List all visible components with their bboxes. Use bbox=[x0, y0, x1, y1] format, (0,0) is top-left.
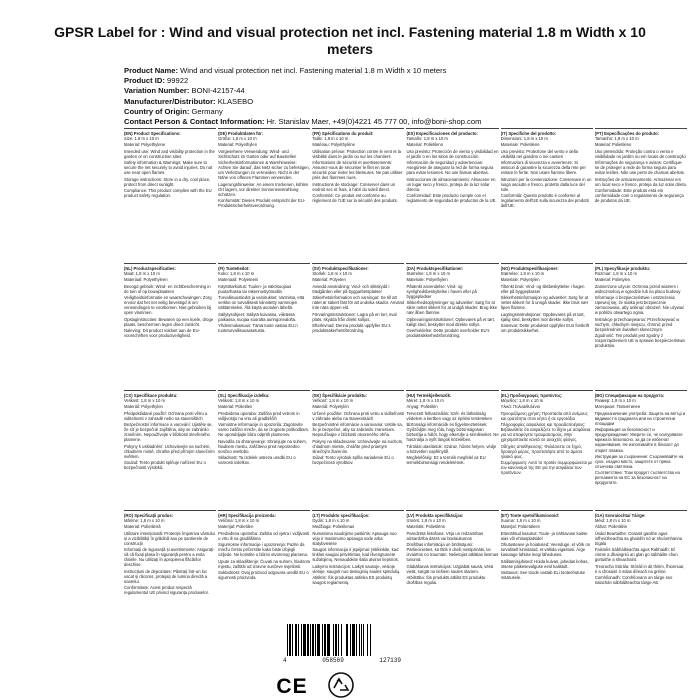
spec-line: Υλικό: Πολυαιθυλένιο bbox=[500, 404, 541, 410]
spec-line: Materiale: Polietilene bbox=[500, 142, 540, 148]
spec-line: Uso previsto: Protección de viento y visibilidad en el jardín o en los sitios de construcción bbox=[406, 148, 499, 159]
spec-cell bbox=[312, 510, 404, 623]
spec-line: Conformidade: Este produto está em conformidade com o regulamento de segurança de produtos da UE. bbox=[594, 187, 684, 204]
spec-line: Informations de sécurité et avertissements: Assurez-vous de sécuriser le filet en toute sécurité pour éviter les blessures. Ne pas utiliser près des flammes nues. bbox=[312, 160, 403, 181]
info-variation-number: Variation Number: BONI-42157-44 bbox=[124, 86, 245, 96]
spec-line: Tamaño: 1,8 m x 10 m bbox=[406, 136, 448, 142]
product-info bbox=[124, 66, 664, 127]
spec-line: Materiale: Polyethylen bbox=[406, 277, 448, 283]
spec-line: Storage instructions: Store in a dry, cool place, protect from direct sunlight. bbox=[124, 176, 211, 187]
info-product-name: Product Name: Wind and visual protection net incl. Fastening material 1.8 m Width x 10 meters bbox=[124, 66, 447, 75]
spec-line: Skladnost: Ta izdelek ustreza uredbi EU o varnosti izdelkov. bbox=[218, 454, 296, 466]
spec-cell bbox=[218, 390, 310, 508]
spec-cell bbox=[501, 510, 593, 623]
spec-line: Tamanho: 1,8 m x 10 m bbox=[594, 136, 639, 142]
spec-line: Biztonsági információk és figyelmeztetések: Győződjön meg róla, hogy biztonságosan biztosítja a hálót, hogy elkerülje a sérüléseket. Ne használja a nyílt lángok közelében. bbox=[406, 422, 499, 443]
spec-cell-header: (SL) Specifikacije izdelka: bbox=[218, 393, 270, 398]
spec-line: Størrelse: 1,8 m x 10 m bbox=[406, 271, 450, 277]
spec-cell bbox=[218, 510, 310, 623]
spec-line: Matériau: Polyéthylène bbox=[312, 142, 355, 148]
spec-line: Tárolási utasítások: Száraz, hűvös helyen, védje a közvetlen napfénytől. bbox=[406, 443, 497, 454]
spec-line: Určené použitie: Ochrana proti vetru a viditeľnosti v záhrade alebo na staveniskách bbox=[312, 410, 405, 421]
spec-line: Conformitate: Acest produs respectă regulamentul UE privind siguranța produselor. bbox=[124, 585, 209, 596]
spec-line: Veiligheidsinformatie en waarschuwingen: Zorg ervoor dat het net veilig bevestigd is om verwondingen te voorkomen. Niet gebruiken bij open vlammen. bbox=[124, 295, 212, 316]
spec-line: Storlek: 1,8 m x 10 m bbox=[312, 271, 352, 277]
recycling-icon bbox=[325, 670, 357, 700]
spec-row bbox=[124, 263, 687, 383]
spec-line: Инструкции за съхранение: Съхранявайте на сухо, хладно място, защитете от пряка слънчева светлина. bbox=[594, 453, 684, 469]
spec-line: Veľkosť: 1,8 m x 10 m bbox=[312, 398, 354, 404]
spec-cell bbox=[501, 390, 593, 508]
spec-cell-header: (HU) Termékjellemzők: bbox=[406, 393, 452, 398]
info-contact: Contact Person & Contact Information: Hr. Stanislav Maer, +49(0)4221 45 777 00, info@boni-shop.com bbox=[124, 117, 482, 127]
barcode bbox=[283, 624, 401, 670]
spec-line: Instructions de stockage: Conserver dans un endroit sec et frais, à l'abri du soleil direct. bbox=[312, 181, 396, 192]
spec-cell-header: (SK) Špecifikácie produktu: bbox=[312, 393, 368, 398]
spec-line: Säkerhetsinformation och varningar: Se till att nätet är säkert fäst för att undvika skador. Använd inte nära öppen eld. bbox=[312, 295, 405, 311]
spec-line: Medžiaga: Polietilenas bbox=[312, 524, 355, 530]
spec-line: Påtænkt anvendelse: Vind- og synlighedsbeskyttelse i haven eller på byggepladser bbox=[406, 283, 477, 299]
spec-line: Materiaal: Polyethyleen bbox=[124, 277, 168, 283]
spec-line: Opslaginstructies: Bewaren op een koele, droge plaats, beschermen tegen direct zonlicht. bbox=[124, 316, 214, 327]
spec-line: Safety information & Warnings: Make sure to secure the net securely to avoid injuries. Do not use near open flames. bbox=[124, 160, 213, 176]
spec-cell bbox=[312, 128, 404, 258]
spec-cell bbox=[312, 263, 404, 386]
spec-line: Predvidena uporaba: Zaščita pred vetrom in vidljivostjo na vrtu ali gradbiščih bbox=[218, 410, 300, 421]
spec-line: Turvallisuustiedot ja varoitukset: Varmista, että verkko on turvallisesti kiinnitetty vammojen välttämiseksi. Älä käytä avotulen lähellä. bbox=[218, 295, 305, 311]
spec-line: Taille: 1,8 m x 10 m bbox=[312, 136, 349, 142]
spec-cell bbox=[406, 128, 498, 258]
spec-line: Suurus: 1,8 m x 10 m bbox=[500, 518, 541, 524]
spec-line: Varnostne informacije in opozorila: Zagotovite varno zaščito mreže, da se izognete poškodbam. Ne uporabljajte blizu odprtih plamenov. bbox=[218, 422, 310, 438]
spec-line: Предназначение употреба: Защита на вятър и видимост в градината или на строителни площадки bbox=[594, 410, 686, 426]
spec-line: Sicherheitsinformationen & Warnhinweise: Achten Sie darauf, das Netz sicher zu befestigen, um Verletzungen zu vermeiden. Nicht in der Nähe von offenen Flammen verwenden. bbox=[218, 160, 310, 181]
spec-line: Materiāls: Polietilēns bbox=[406, 524, 445, 530]
spec-cell bbox=[312, 390, 404, 508]
spec-cell-header: (LV) Produkta specifikācijas: bbox=[406, 513, 464, 518]
spec-cell bbox=[124, 263, 216, 386]
spec-line: Ábhar: Poileitiléin bbox=[594, 524, 628, 530]
spec-line: Πληροφορίες ασφαλείας και προειδοποιήσεις: Βεβαιωθείτε ότι ασφαλίζετε το δίχτυ με ασφάλεια για να αποφύγετε τραυματισμούς. Μην χρησιμοποιείτε κοντά σε ανοιχτές φλόγες. bbox=[500, 422, 591, 443]
spec-cell bbox=[595, 510, 687, 623]
spec-cell bbox=[124, 510, 216, 623]
svg-text:CE: CE bbox=[276, 675, 308, 696]
spec-line: Ohutusteave ja hoiatused: Veenduge, et võrk on turvaliselt kinnitatud, et vältida vigastusi. Ärge kasutage lahtise leegi läheduses. bbox=[500, 542, 591, 558]
spec-line: Předpokládané použití: Ochrana proti větru a viditelnosti v zahradě nebo na staveništích bbox=[124, 410, 208, 421]
spec-line: Mărime: 1,8 m x 10 m bbox=[124, 518, 165, 524]
spec-cell-header: (FR) Spécifications du produit: bbox=[312, 131, 374, 136]
barcode-digit-group: 127139 bbox=[379, 657, 401, 664]
spec-row bbox=[124, 390, 687, 505]
info-country-of-origin: Country of Origin: Germany bbox=[124, 106, 223, 116]
spec-cell-header: (EL) Προδιαγραφές προϊόντος: bbox=[500, 393, 563, 398]
spec-line: Méid: 1,8 m x 10 m bbox=[594, 518, 631, 524]
spec-line: Dydis: 1,8 m x 10 m bbox=[312, 518, 350, 524]
spec-line: Súlad: Tento výrobok spĺňa nariadenie EÚ o bezpečnosti výrobkov. bbox=[312, 454, 394, 466]
spec-line: Koko: 1,8 m x 10 m bbox=[218, 271, 255, 277]
spec-cell-header: (DA) Produktspecifikationer: bbox=[406, 266, 464, 271]
spec-line: Sukladnost: Ovaj proizvod odgovara uredbi EU o sigurnosti proizvoda. bbox=[218, 569, 309, 580]
spec-line: Paredzētā lietošana: Vēja un redzamības aizsardzība dārzā vai būvlaukumos bbox=[406, 530, 484, 541]
spec-line: Yhdenmukaisuus: Tämä tuote vastaa EU:n tuoteturvallisuusasetusta. bbox=[218, 322, 298, 333]
ce-mark-icon bbox=[272, 674, 312, 696]
spec-cell-header: (HR) Specifikacija proizvoda: bbox=[218, 513, 276, 518]
spec-line: Megfelelőség: Ez a termék megfelel az EU termékbiztonsági rendeletének. bbox=[406, 454, 486, 466]
spec-line: Instrucțiuni de depozitare: Păstrați într-un loc uscat și răcoros, protejați de lumina directă a soarelui. bbox=[124, 568, 208, 584]
spec-line: Размер: 1,8 m x 10 m bbox=[594, 398, 636, 404]
spec-line: Tiltenkt bruk: Vind- og siktbeskyttelse i hagen eller på byggeplasser bbox=[500, 283, 585, 294]
spec-line: Méret: 1,8 m x 10 m bbox=[406, 398, 444, 404]
spec-line: Atitiktis: Šis produktas atitinka ES produktų saugos reglamentą. bbox=[312, 574, 392, 586]
spec-line: Vastavus: See toode vastab ELi tooteohutuse määrusele. bbox=[500, 569, 586, 580]
spec-line: Úsáid Beartaithe: Cosaint gaoithe agus infheictheachta sa ghairdín nó ar shuíomhanna tógála bbox=[594, 530, 683, 546]
spec-line: Instrukcje przechowywania: Przechowywać w suchym, chłodnym miejscu, chronić przed bezpośrednim światłem słonecznym. bbox=[594, 316, 680, 332]
spec-line: Materijal: Polietilen bbox=[218, 524, 254, 530]
spec-cell bbox=[595, 128, 687, 258]
spec-line: Größe: 1,8 m x 10 m bbox=[218, 136, 257, 142]
spec-line: Информация за безопасност и предупреждения: Уверете се, че осигурявате мрежата безопасно, за да се избегнат наранявания. Не използвайте в близост до открит пламък. bbox=[594, 427, 683, 453]
spec-line: Bezpečnostní informace a varování: Ujistěte se, že síť je bezpečně zajištěna, aby se zabránilo zraněním. Nepoužívejte v blízkosti otevřeného plamene. bbox=[124, 422, 213, 443]
spec-cell-header: (NO) Produktspesifikasjoner: bbox=[500, 266, 559, 271]
spec-line: Bezpečnostné informácie a varovania: Uistite sa, že je bezpečné, aby sa zabránilo zraneniam. Nepoužívajte v blízkosti otvoreného ohňa. bbox=[312, 422, 403, 438]
spec-line: Comhlíonadh: Comhlíonann an táirge seo rialachán sábháilteachta táirge AE. bbox=[594, 574, 673, 586]
barcode-bars bbox=[287, 624, 397, 656]
spec-cell-header: (DE) Produktdaten für: bbox=[218, 131, 264, 136]
spec-line: Konformität: Dieses Produkt entspricht der EU-Produktsicherheitsverordnung. bbox=[218, 198, 306, 209]
spec-line: Informații de siguranță și avertismente: Asigurați-vă că fixați plasa în siguranță pentru a evita rănirile. Nu utilizați în apropierea flăcărilor deschise. bbox=[124, 547, 215, 568]
spec-line: Material: Polietilen bbox=[218, 404, 253, 410]
spec-line: Uso previsto: Protezione del vento e della visibilità nel giardino o nei cantieri bbox=[500, 148, 578, 159]
spec-cell bbox=[124, 128, 216, 258]
spec-line: Förvaringsinstruktioner: Lagra på en torr, sval plats, skydda från direkt solljus. bbox=[312, 311, 397, 322]
spec-cell bbox=[406, 263, 498, 386]
spec-line: Avsedd användning: Vind- och siktskydd i trädgården eller på byggarbetsplatser bbox=[312, 283, 390, 294]
barcode-digit-group: 058569 bbox=[322, 657, 344, 664]
spec-line: Zgodność: Ten produkt jest zgodny z rozporządzeniem UE w sprawie bezpieczeństwa produktów. bbox=[594, 333, 685, 349]
spec-line: Material: Polyeten bbox=[312, 277, 346, 283]
spec-line: Ettenähtud kasutus: Tuule- ja nähtavuse kaitse aias või ehitusplatsidel bbox=[500, 530, 588, 541]
spec-line: Navodila za shranjevanje: Shranjujte na suhem, hladnem mestu, zaščiteno pred neposredno sončno svetlobo. bbox=[218, 438, 307, 454]
spec-line: Dimensioni: 1,8 m x 10 m bbox=[500, 136, 548, 142]
info-product-id: Product ID: 99922 bbox=[124, 76, 189, 86]
page-title: GPSR Label for : Wind and visual protection net incl. Fastening material 1.8 m Width x 10 meters bbox=[54, 24, 646, 57]
spec-row bbox=[124, 128, 687, 255]
spec-line: Numatoma naudojimo paskirtis: Apsauga nuo vėjo ir matomumo apsauga sode arba statybvietėse bbox=[312, 530, 397, 546]
spec-line: Beoogd gebruik: Wind- en zichtbescherming in de tuin of op bouwplaatsen bbox=[124, 283, 211, 294]
spec-cell-header: (SV) Produktspecifikationer: bbox=[312, 266, 369, 271]
spec-cell-header: (GA) Sonraíochtaí Táirge: bbox=[594, 513, 646, 518]
spec-line: Conformidad: Este producto cumple con el reglamento de seguridad de productos de la UE. bbox=[406, 192, 497, 204]
spec-line: Velikost: 1,8 m x 10 m bbox=[124, 398, 165, 404]
spec-line: Size: 1.8 m x 10 m bbox=[124, 136, 159, 142]
spec-line: Lagerungshinweise: An einem trockenen, kühlen Ort lagern, vor direkter Sonneneinstrahlung schützen. bbox=[218, 181, 309, 197]
spec-line: Προοριζόμενη χρήση: Προστασία από ανέμους και ορατότητα στον κήπο ή σε εργοτάξια bbox=[500, 410, 588, 421]
spec-line: Käyttötarkoitus: Tuulen- ja näkösuojaus puutarhassa tai rakennustyömailla bbox=[218, 283, 292, 294]
spec-line: Tervezett felhasználás: Szél- és láthatóság védelem a kertben vagy az építési területeken bbox=[406, 410, 492, 421]
barcode-digits bbox=[283, 657, 401, 664]
spec-cell bbox=[218, 263, 310, 386]
spec-line: Zamierzone użycie: Ochrona przed wiatrem i widocznością w ogrodzie lub na placu budowy bbox=[594, 283, 681, 294]
spec-cell-header: (EN) Product Specifications: bbox=[124, 131, 181, 136]
spec-line: Vorgesehene Verwendung: Wind- und Sichtschutz im Garten oder auf Baustellen bbox=[218, 148, 297, 159]
spec-line: Μέγεθος: 1,8 m x 10 m bbox=[500, 398, 544, 404]
spec-line: Istruzioni per la conservazione: Conservare in un luogo asciutto e fresco, protetto dalla luce del sole. bbox=[500, 176, 592, 192]
spec-line: Rozmiar: 1,8 m x 10 m bbox=[594, 271, 637, 277]
spec-line: Sigurnosne informacije i upozorenja: Pazite da mrežu čvrsto pričvrstite kako biste izbjegli ozljede. Ne koristite u blizini otvorenog plamena. bbox=[218, 542, 309, 558]
spec-line: Säilytysohjeet: Säilytä kuivassa, viileässä paikassa, suojaa suoralta auringonvalolta. bbox=[218, 311, 297, 322]
spec-line: Pokyny na skladovanie: Uchovávajte na suchom, chladnom mieste, chráňte pred priamym slnečným žiarením. bbox=[312, 438, 404, 454]
spec-line: Lagringsinstruksjoner: Oppbevares på et tørt, kjølig sted, beskyttes mot direkte sollys. bbox=[500, 311, 585, 322]
spec-line: Conformità: Questo prodotto è conforme al regolamento dell'UE sulla sicurezza dei prodotti dell'UE. bbox=[500, 192, 589, 209]
spec-line: Materiaali: Polyeteeni bbox=[218, 277, 259, 283]
spec-cell bbox=[501, 263, 593, 386]
spec-line: Anyag: Polietilén bbox=[406, 404, 438, 410]
spec-line: Οδηγίες αποθήκευσης: Φυλάσσετε σε ξηρό, δροσερό μέρος, προστατέψτε από το άμεσο ηλιακό φως. bbox=[500, 443, 583, 459]
spec-cell-header: (PL) Specyfikacje produktu: bbox=[594, 266, 651, 271]
spec-row bbox=[124, 510, 687, 620]
spec-line: Material: Polietileno bbox=[594, 142, 632, 148]
spec-line: Material: Polietileno bbox=[406, 142, 444, 148]
spec-cell bbox=[595, 263, 687, 386]
spec-line: Sikkerhedsoplysninger og advarsler: Sørg for at sikre nettet sikkert for at undgå skader. Brug ikke nær åben flamme. bbox=[406, 300, 498, 316]
spec-line: Informações de segurança e avisos: Certifique-se de proteger a rede de forma segura para evitar lesões. Não use perto de chamas abertas. bbox=[594, 160, 685, 176]
spec-line: Conformité: Ce produit est conforme au règlement de l'UE sur la sécurité des produits. bbox=[312, 192, 398, 204]
spec-cell bbox=[406, 510, 498, 623]
spec-line: Utilizare intenționată: Protecție împotriva vântului și a vizibilității în grădină sau pe șantierele de construcții bbox=[124, 530, 215, 546]
spec-line: Material: Polyethylen bbox=[218, 142, 258, 148]
spec-line: Información de seguridad y advertencias: Asegúrese de asegurar la red de forma segura para evitar lesiones. No use llamas abiertas. bbox=[406, 160, 494, 176]
barcode-digit-group: 4 bbox=[283, 657, 287, 664]
spec-cell-header: (CS) Specifikace produktu: bbox=[124, 393, 178, 398]
spec-line: Material: Polyethylene bbox=[124, 142, 166, 148]
spec-line: Съответствие: Този продукт съответства на регламента на ЕС за безопасност на продуктите. bbox=[594, 470, 680, 486]
spec-line: Faisnéis Sábháilteachta agus Rabhaidh: Bí cinnte a dhaingniú an glan go sábháilte chun gortuithe a sheachaint. bbox=[594, 547, 678, 563]
spec-line: Materjal: Polüetüleen bbox=[500, 524, 540, 530]
spec-line: Compliance: This product complies with the EU product safety regulation. bbox=[124, 187, 212, 198]
spec-cell-header: (ET) Toote spetsifikatsioonid: bbox=[500, 513, 560, 518]
spec-line: Treoracha Stórála: Stóráil in áit thirim, fhionnuar, é a chosaint ó solas díreach na gréine. bbox=[594, 563, 685, 574]
spec-line: Laikymo instrukcijos: Laikyti sausoje, vėsioje vietoje, saugoti nuo tiesioginių saulės spindulių. bbox=[312, 563, 401, 574]
spec-line: Sikkerhetsinformasjon og advarsler: Sørg for at nettet sikkert for å unngå skader. Ikke bruk nær åpen flamme. bbox=[500, 295, 589, 311]
info-manufacturer: Manufacturer/Distributor: KLASEBO bbox=[124, 96, 254, 106]
spec-line: Uso pretendido: Proteção contra o vento e visibilidade no jardim ou em locais de construção bbox=[594, 148, 686, 159]
spec-line: Saugos informacija ir įspėjimai: Įsitikinkite, kad tinklas saugiai pritvirtintas, kad išvengtumėte sužalojimų. Nenaudokite šalia atviros liepsnos. bbox=[312, 547, 399, 563]
spec-line: Predviđena upotreba: Zaštita od vjetra i vidljivosti u vrtu ili na gradilištima bbox=[218, 530, 310, 541]
spec-line: Overholdelse: Dette produkt overholder EU's produktsikkerhedsforordning. bbox=[406, 327, 490, 339]
spec-line: Upute za skladištenje: Čuvati na suhom, hladnom mjestu, zaštititi od izravne sunčeve svjetlosti. bbox=[218, 558, 311, 569]
spec-line: Størrelse: 1,8 m x 10 m bbox=[500, 271, 545, 277]
spec-line: Materiale: Polyetylen bbox=[500, 277, 540, 283]
spec-line: Informazioni di sicurezza e avvertenze: Si assicuri di garantire la sicurezza della rete per evitare le ferite. Non usare fiamme libere. bbox=[500, 160, 586, 176]
spec-line: Naleving: Dit product voldoet aan de EU-voorschriften voor productveiligheid. bbox=[124, 327, 200, 339]
spec-cell-header: (BG) Спецификации на продукта: bbox=[594, 393, 665, 398]
barcode-bar bbox=[371, 624, 372, 656]
spec-line: Material: Polietilenă bbox=[124, 524, 161, 530]
spec-line: Soulad: Tento produkt splňuje nařízení EU o bezpečnosti výrobků. bbox=[124, 460, 206, 471]
spec-cell bbox=[501, 128, 593, 258]
spec-line: Samsvar: Dette produktet oppfyller EUs forskrift om produktsikkerhet. bbox=[500, 322, 590, 333]
spec-cell-header: (PT) Especificações do produto: bbox=[594, 131, 660, 136]
spec-cell-header: (FI) Tuotetiedot: bbox=[218, 266, 250, 271]
spec-line: Materiál: Polyethylen bbox=[124, 404, 163, 410]
spec-line: Informacje o bezpieczeństwie i ostrzeżenia: Upewnij się, że siatka jest bezpiecznie zamocowana, aby uniknąć obrażeń. Nie używać w pobliżu otwartego ognia. bbox=[594, 295, 685, 316]
spec-line: Säilitamisjuhised: Hoida kuivas, jahedas kohas, otsese päikesevalguse eest kaitstult. bbox=[500, 558, 589, 569]
spec-cell bbox=[124, 390, 216, 508]
spec-cell bbox=[218, 128, 310, 258]
spec-cell-header: (IT) Specifiche del prodotto: bbox=[500, 131, 557, 136]
spec-line: Glabāšanas instrukcijas: Uzglabāt sausā, vēsā vietā, sargāt no tiešiem saules stariem. bbox=[406, 563, 494, 574]
spec-line: Instrucciones de almacenamiento: Almacene en un lugar seco y fresco, proteja de la luz solar directa. bbox=[406, 176, 496, 192]
spec-cell bbox=[595, 390, 687, 508]
spec-line: Materiał: Polietylen bbox=[594, 277, 631, 283]
spec-cell-header: (RO) Specificații produs: bbox=[124, 513, 174, 518]
spec-line: Izmērs: 1,8 m x 10 m bbox=[406, 518, 446, 524]
spec-line: Материал: Полиетилен bbox=[594, 404, 641, 410]
spec-line: Pokyny k uskladnění: Uchovávejte na suchém, chladném místě, chraňte před přímým slunečním světlem. bbox=[124, 443, 215, 459]
spec-cell-header: (NL) Productspecificaties: bbox=[124, 266, 176, 271]
spec-line: Συμμόρφωση: Αυτό το προϊόν συμμορφώνεται με τον κανονισμό της ΕΕ για την ασφάλεια των προϊόντων. bbox=[500, 460, 593, 476]
spec-line: Utilisation prévue: Protection contre le vent et la visibilité dans le jardin ou sur les chantiers bbox=[312, 148, 402, 159]
spec-line: Velikost: 1,8 m x 10 m bbox=[218, 398, 260, 404]
spec-line: Intended use: Wind and visibility protection in the garden or on construction sites bbox=[124, 148, 215, 159]
spec-line: Drošības informācija un brīdinājumi: Pārliecinieties, ka tīkls ir droši nostiprināts, lai izvairītos no traumām. Nelietojiet atklātas liesmas tuvumā. bbox=[406, 542, 499, 563]
spec-line: Maat: 1,8 m x 10 m bbox=[124, 271, 160, 277]
spec-cell bbox=[406, 390, 498, 508]
spec-line: Materiál: Polyetylén bbox=[312, 404, 349, 410]
spec-cell-header: (LT) Produkto specifikacijos: bbox=[312, 513, 370, 518]
spec-cell-header: (ES) Especificaciones del producto: bbox=[406, 131, 478, 136]
spec-line: Efterlevnad: Denna produkt uppfyller EU:s produktsäkerhetsförordning. bbox=[312, 322, 391, 333]
spec-line: Instruções de armazenamento: Armazenar em um local seco e fresco, proteja da luz solar direta. bbox=[594, 176, 687, 187]
spec-line: Veličina: 1,8 m x 10 m bbox=[218, 518, 260, 524]
spec-line: Atbilstība: Šis produkts atbilst ES produktu drošības regulai. bbox=[406, 574, 486, 586]
spec-line: Opbevaringsinstruktioner: Opbevares på et tørt, køligt sted, beskyttet mod direkte sollys. bbox=[406, 316, 495, 327]
